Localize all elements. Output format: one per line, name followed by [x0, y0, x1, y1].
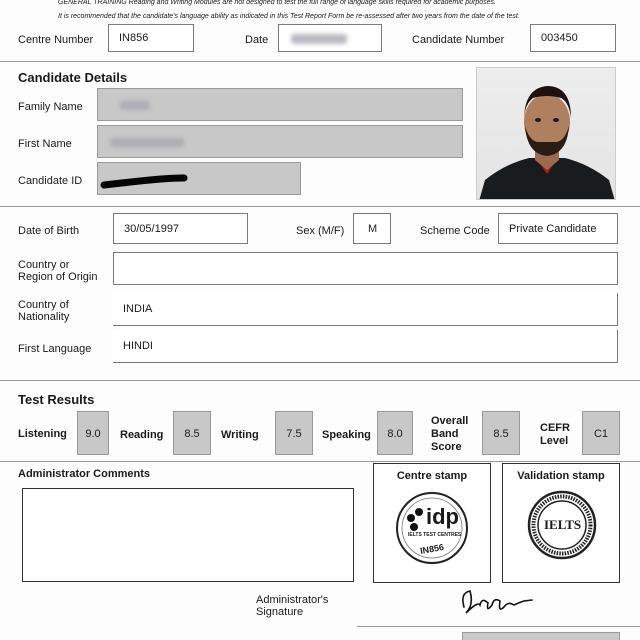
- scheme-code-label: Scheme Code: [420, 225, 490, 237]
- first-name-label: First Name: [18, 138, 72, 150]
- overall-band-label-3: Score: [431, 441, 462, 453]
- redacted-first-name: [110, 138, 184, 147]
- centre-number-value: IN856: [119, 32, 149, 44]
- administrator-signature: [458, 583, 538, 619]
- bottom-field-partial: [462, 632, 620, 640]
- family-name-label: Family Name: [18, 101, 83, 113]
- listening-score: 9.0: [77, 411, 109, 455]
- cefr-label-2: Level: [540, 435, 569, 447]
- notice-line-1: GENERAL TRAINING Reading and Writing Modules are not designed to test the full range of language skills required for academic purposes.: [58, 0, 496, 6]
- validation-stamp-label: Validation stamp: [517, 470, 605, 482]
- candidate-number-label: Candidate Number: [412, 34, 505, 46]
- candidate-details-title: Candidate Details: [18, 70, 128, 85]
- cefr-level-score: C1: [582, 411, 620, 455]
- date-label: Date: [245, 34, 269, 46]
- first-language-label: First Language: [18, 343, 92, 355]
- idp-ring-text: IELTS TEST CENTRES: [408, 532, 462, 538]
- admin-comments-box: [22, 488, 354, 582]
- country-region-label-1: Country or: [18, 259, 70, 271]
- centre-number-label: Centre Number: [18, 34, 94, 46]
- country-region-label-2: Region of Origin: [18, 271, 98, 283]
- family-name-field: [97, 88, 463, 121]
- ielts-seal-text: IELTS: [544, 517, 582, 532]
- validation-stamp-box: [502, 463, 620, 583]
- notice-line-2: It is recommended that the candidate's language ability as indicated in this Test Report Form be re-assessed after two years from the date of the test.: [58, 13, 520, 20]
- first-language-value: HINDI: [123, 340, 153, 352]
- scheme-code-value: Private Candidate: [509, 222, 597, 235]
- candidate-number-field: [530, 24, 616, 52]
- admin-comments-label: Administrator Comments: [18, 468, 151, 480]
- cefr-label-1: CEFR: [540, 422, 570, 434]
- centre-stamp-box: [373, 463, 491, 583]
- country-region-field: [113, 252, 618, 285]
- writing-score: 7.5: [275, 411, 313, 455]
- redacted-family-name: [120, 101, 150, 110]
- redaction-marker: [100, 169, 190, 191]
- admin-signature-label-2: Signature: [256, 606, 304, 618]
- first-name-field: [97, 125, 463, 158]
- reading-label: Reading: [120, 429, 164, 441]
- overall-band-score: 8.5: [482, 411, 520, 455]
- candidate-number-value: 003450: [541, 32, 578, 44]
- overall-band-label-1: Overall: [431, 415, 469, 427]
- dob-value: 30/05/1997: [124, 222, 180, 235]
- speaking-label: Speaking: [322, 429, 371, 441]
- writing-label: Writing: [221, 429, 259, 441]
- candidate-photo: [476, 67, 616, 200]
- date-field: [278, 24, 382, 52]
- nationality-label-2: Nationality: [18, 311, 70, 323]
- divider-bottom: [357, 626, 640, 627]
- centre-stamp-label: Centre stamp: [396, 470, 468, 482]
- divider-candidate: [0, 206, 640, 207]
- idp-logo-text: idp: [426, 504, 459, 529]
- overall-band-label-2: Band: [431, 428, 459, 440]
- admin-signature-label-1: Administrator's: [256, 594, 329, 606]
- centre-number-field: [108, 24, 194, 52]
- divider-results: [0, 380, 640, 381]
- listening-label: Listening: [18, 428, 67, 440]
- test-results-title: Test Results: [18, 392, 95, 407]
- nationality-value: INDIA: [123, 303, 153, 315]
- divider-footer: [0, 461, 640, 462]
- candidate-id-label: Candidate ID: [18, 175, 83, 187]
- nationality-label-1: Country of: [18, 299, 69, 311]
- dob-label: Date of Birth: [18, 225, 80, 237]
- scheme-code-field: [498, 213, 618, 244]
- candidate-id-field: [97, 162, 301, 195]
- sex-field: [353, 213, 391, 244]
- redacted-date: [291, 34, 347, 44]
- candidate-portrait: [477, 68, 616, 200]
- nationality-field: [113, 293, 618, 326]
- divider-header: [0, 61, 640, 62]
- sex-label: Sex (M/F): [296, 225, 345, 237]
- speaking-score: 8.0: [377, 411, 413, 455]
- first-language-field: [113, 330, 618, 363]
- dob-field: [113, 213, 248, 244]
- reading-score: 8.5: [173, 411, 211, 455]
- sex-value: M: [368, 222, 378, 235]
- idp-centre-code: IN856: [419, 541, 445, 557]
